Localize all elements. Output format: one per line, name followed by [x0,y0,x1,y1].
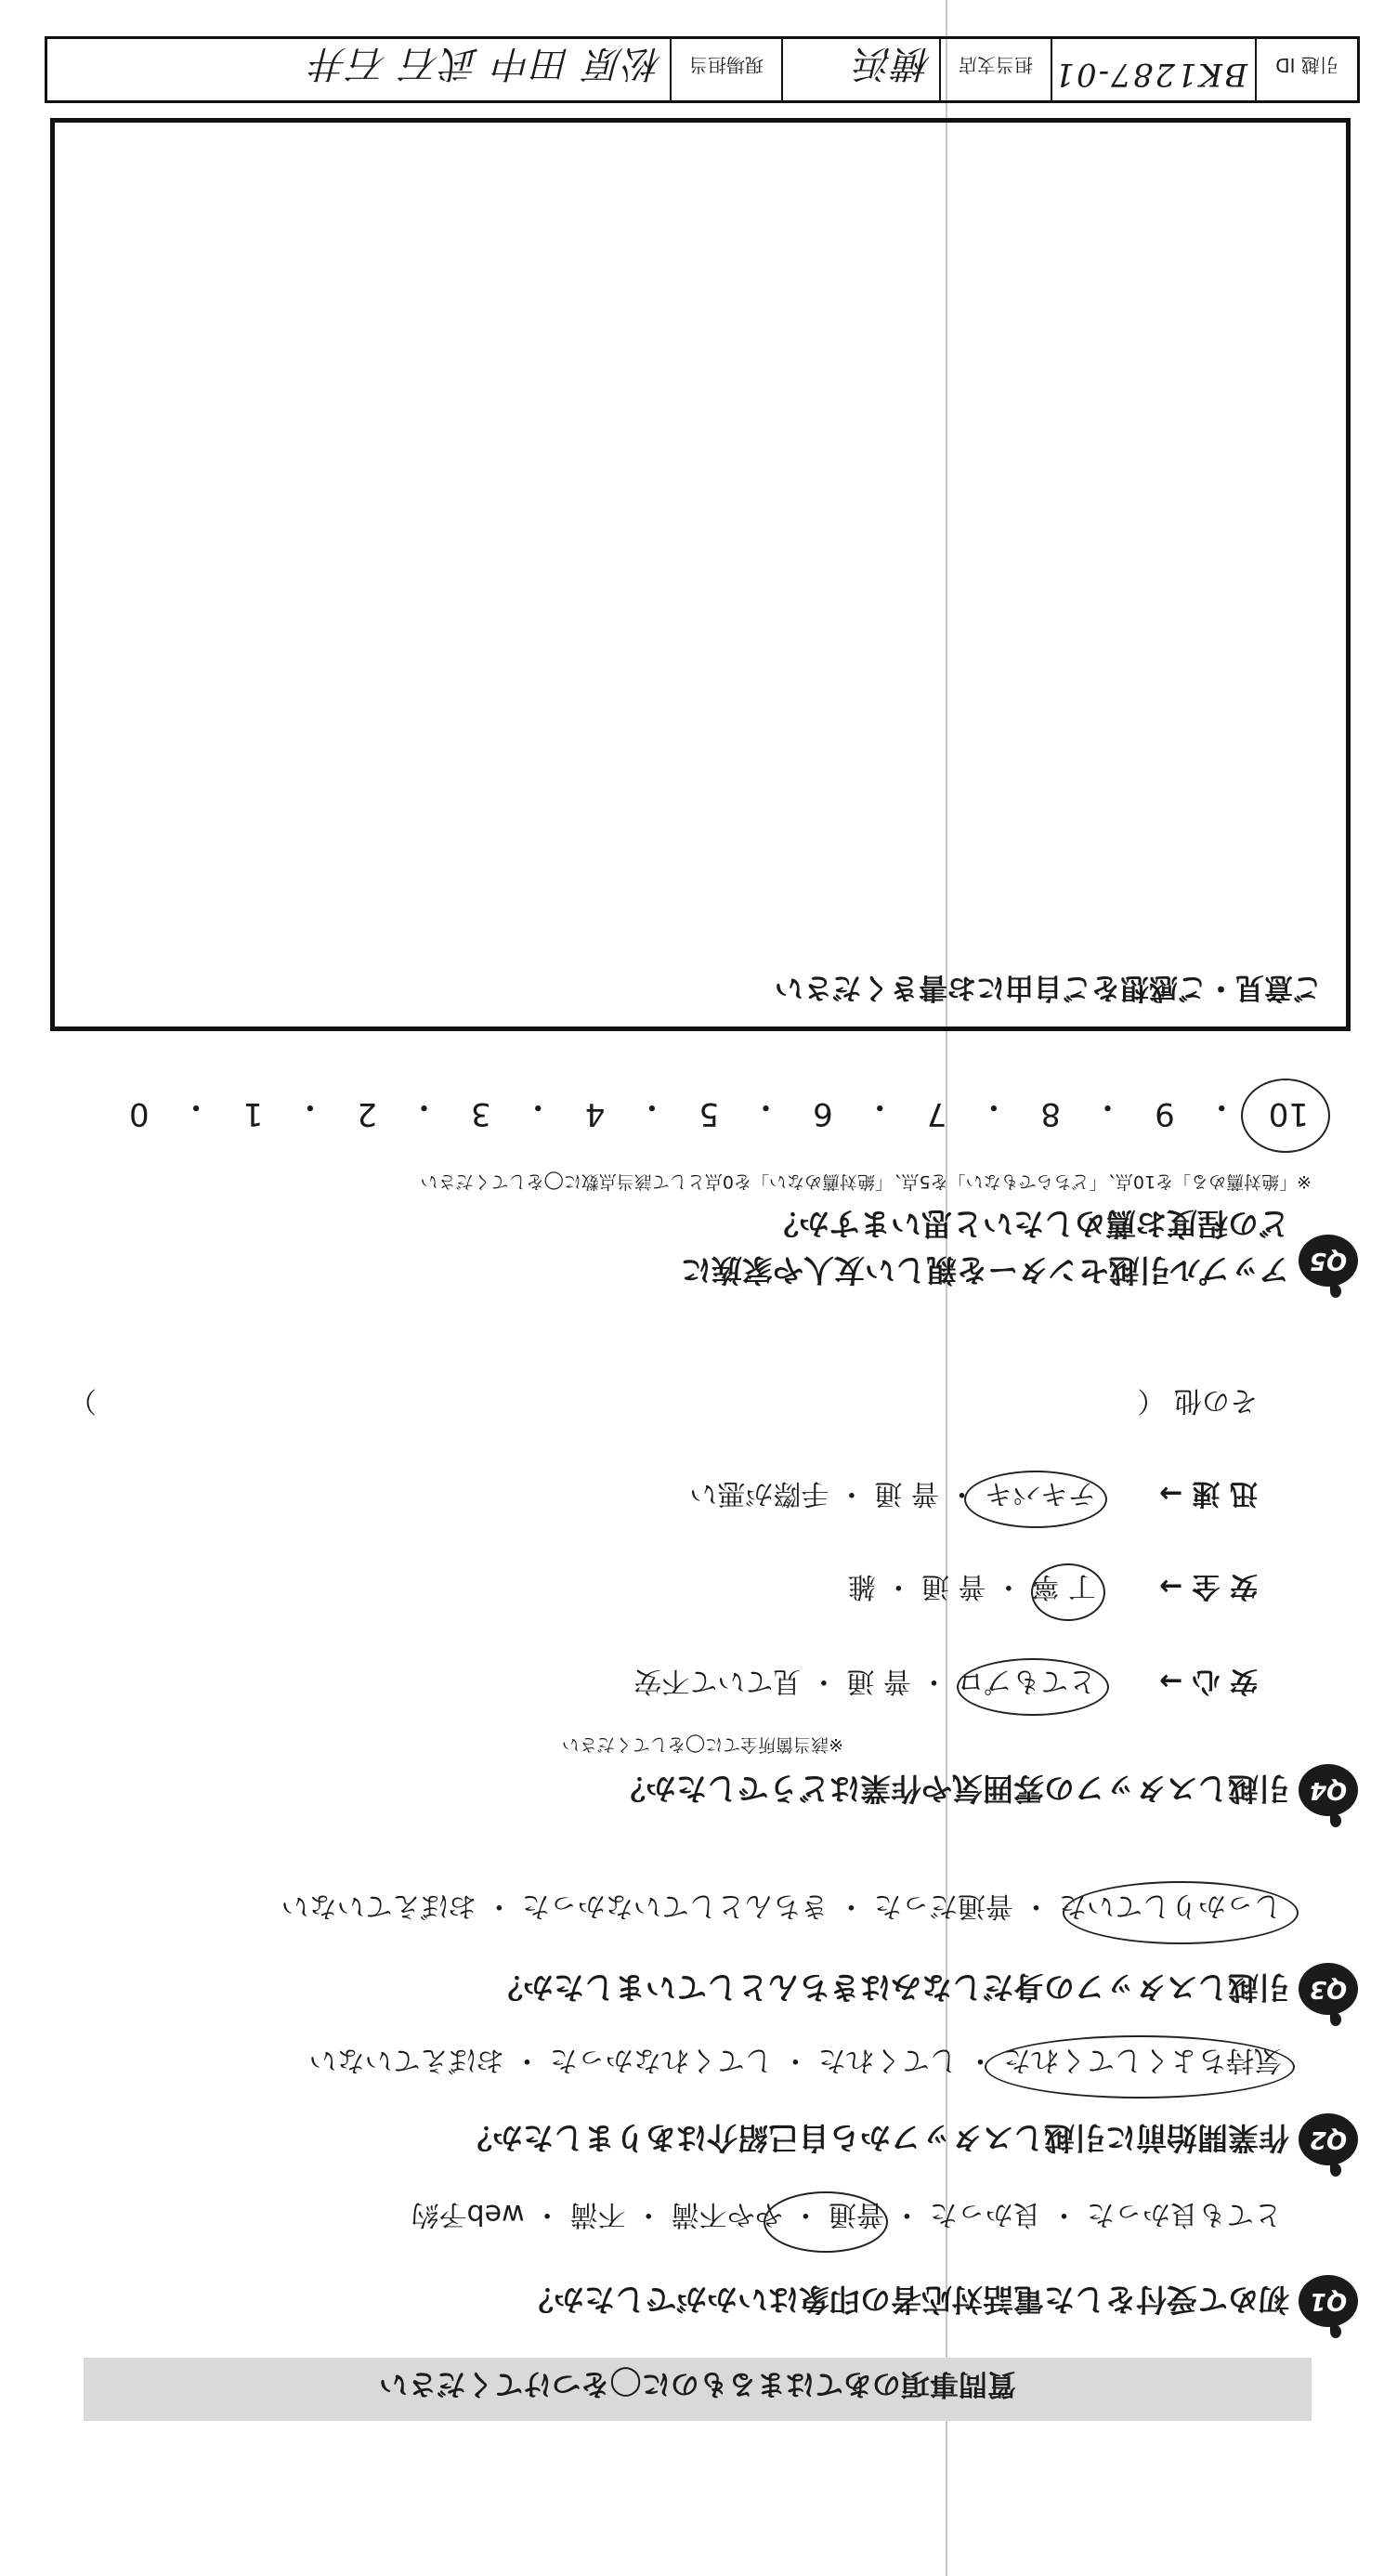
branch-value: 横浜 [854,42,932,85]
move-id-label-cell [1255,39,1357,100]
scale-separator: ・ [180,1088,213,1125]
comment-box[interactable] [50,118,1351,1031]
q4-anshin-circle [957,1658,1109,1716]
q1-question: 初めて受付をした電話対応者の印象はいかがでしたか？ [523,2282,1289,2318]
q5-note: ※「絶対薦める」を10点、「どちらでもない」を5点、「絶対薦めない」を0点として該当点数に◯をしてください [420,1171,1312,1192]
q4-anzen-label: 安 全 → [1158,1570,1258,1602]
scale-option-3[interactable]: 3 [471,1095,491,1132]
q2-answer-circle [985,2035,1295,2099]
q2-question: 作業開始前に引越しスタッフから自己紹介はありましたか？ [462,2120,1289,2156]
comment-body[interactable] [79,141,1322,961]
scale-option-2[interactable]: 2 [357,1095,377,1132]
move-id-value-cell[interactable] [1051,39,1255,100]
staff-label: 現場担当 [689,54,764,76]
scale-separator: ・ [522,1088,555,1125]
q4-jinsoku-circle [964,1471,1107,1528]
scale-option-6[interactable]: 6 [813,1095,833,1132]
q2-options[interactable]: 気持ちよくしてくれた ・ してくれた ・ してくれなかった ・ おぼえていない [308,2044,1282,2076]
scale-option-1[interactable]: 1 [242,1095,264,1132]
move-id-value: BK1287-01 [1052,56,1247,93]
move-id-label: 引越 ID [1275,54,1338,76]
branch-value-cell[interactable] [781,39,939,100]
staff-label-cell [670,39,781,100]
scale-option-0[interactable]: 0 [129,1095,150,1132]
staff-value: 松原 田中 武石 石井 [308,42,662,85]
scale-separator: ・ [750,1088,782,1125]
q4-jinsoku-options[interactable]: テキパキ ・ 普 通 ・ 手際が悪い [689,1477,1096,1510]
q1-badge: Q1 [1299,2275,1358,2327]
scale-option-4[interactable]: 4 [584,1095,606,1132]
scale-separator: ・ [1091,1088,1124,1125]
scale-separator: ・ [864,1088,896,1125]
instruction-band [84,2358,1312,2421]
instruction-text: 質問事項のあてはまるものに◯をつけてください [379,2367,1016,2400]
scale-option-10[interactable]: 10 [1268,1095,1309,1132]
q4-anshin-label: 安 心 → [1158,1665,1258,1697]
q3-question: 引越しスタッフの身だしなみはきちんとしていましたか？ [492,1969,1289,2006]
q4-question: 引越しスタッフの雰囲気や作業はどうでしたか？ [615,1771,1289,1807]
q5-question-line2: どの程度お薦めしたいと思いますか？ [768,1206,1289,1242]
q4-anzen-options[interactable]: 丁 寧 ・ 普 通 ・ 雑 [847,1570,1096,1602]
q5-question-line1: アップル引越センターを親しい友人や家族に [680,1252,1289,1288]
scale-option-5[interactable]: 5 [698,1095,720,1132]
scale-separator: ・ [977,1088,1010,1125]
scale-separator: ・ [294,1088,326,1125]
q4-other-label: その他 （ [1137,1384,1258,1417]
q2-badge: Q2 [1299,2113,1358,2165]
q1-options[interactable]: とても良かった ・ 良かった ・ 普通 ・ やや不満 ・ 不満 ・ web予約 [411,2198,1282,2230]
scale-separator: ・ [635,1088,668,1125]
branch-label: 担当支店 [959,54,1033,76]
q4-jinsoku-label: 迅 速 → [1158,1477,1258,1510]
q3-badge: Q3 [1299,1963,1358,2015]
q4-anshin-options[interactable]: とてもプロ ・ 普 通 ・ 見ていて不安 [633,1665,1096,1697]
scale-option-7[interactable]: 7 [926,1095,947,1132]
scale-option-9[interactable]: 9 [1155,1095,1175,1132]
q3-options[interactable]: しっかりしていた ・ 普通だった ・ きちんとしていなかった ・ おぼえていない [281,1890,1282,1922]
q5-answer-circle [1241,1079,1330,1153]
branch-label-cell [939,39,1051,100]
id-table [45,36,1360,103]
q1-answer-circle [764,2191,888,2253]
staff-value-cell[interactable] [47,39,670,100]
q3-answer-circle [1063,1881,1299,1944]
q4-note: ※該当箇所全てに◯をしてください [561,1734,843,1755]
scale-separator: ・ [1206,1088,1238,1125]
scale-separator: ・ [408,1088,440,1125]
q5-badge: Q5 [1299,1235,1358,1287]
q4-badge: Q4 [1299,1764,1358,1816]
q5-scale [129,1087,1309,1132]
comment-title: ご意見・ご感想をご自由にお書きください [775,971,1322,1004]
q4-other-close: ） [69,1384,97,1417]
q4-anzen-circle [1031,1563,1105,1621]
scale-option-8[interactable]: 8 [1040,1095,1062,1132]
